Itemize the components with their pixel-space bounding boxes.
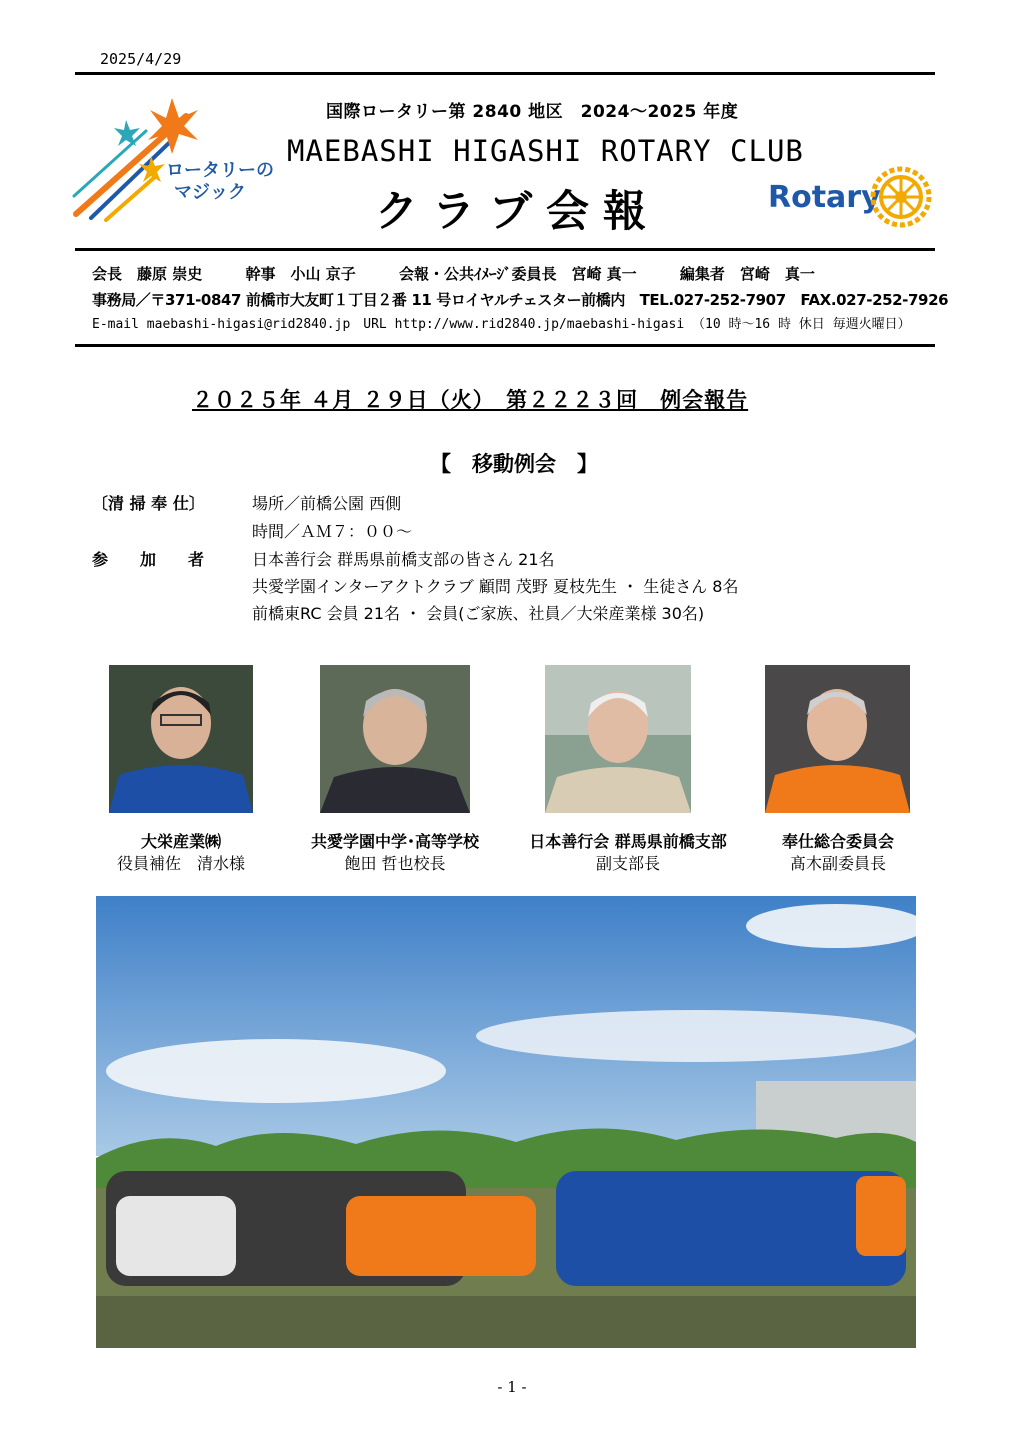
participant-line: 日本善行会 群馬県前橋支部の皆さん 21名 bbox=[252, 550, 555, 569]
service-label: 〔清 掃 奉 仕〕 bbox=[92, 494, 205, 513]
officers-line bbox=[92, 263, 853, 284]
editor: 編集者 宮崎 真一 bbox=[679, 265, 815, 283]
bulletin-title: クラブ会報 bbox=[375, 187, 660, 237]
caption-name: 飽田 哲也校長 bbox=[344, 854, 446, 873]
participant-line: 前橋東RC 会員 21名 ・ 会員(ご家族、社員／大栄産業様 30名) bbox=[252, 604, 705, 623]
magic-star-logo bbox=[66, 96, 286, 226]
header-top-rule bbox=[75, 72, 935, 75]
page-number: - 1 - bbox=[497, 1378, 527, 1396]
participant-line: 共愛学園インターアクトクラブ 顧問 茂野 夏枝先生 ・ 生徒さん 8名 bbox=[252, 577, 739, 596]
meeting-title: ２０２５年 ４月 ２９日（火） 第２２２３回 例会報告 bbox=[192, 388, 749, 412]
portrait-caption bbox=[285, 831, 505, 875]
rotary-logo-text: Rotary bbox=[768, 180, 881, 215]
club-name: MAEBASHI HIGASHI ROTARY CLUB bbox=[287, 134, 804, 168]
header-bottom-rule bbox=[75, 344, 935, 347]
participants-label: 参 加 者 bbox=[92, 550, 205, 569]
caption-name: 役員補佐 清水様 bbox=[116, 854, 245, 873]
rotary-logo bbox=[768, 165, 938, 231]
time: 時間／ＡＭ７：００～ bbox=[252, 522, 413, 541]
office-address: 事務局／〒371-0847 前橋市大友町１丁目２番 11 号ロイヤルチェスター前橋内 TEL.027-252-7907 FAX.027-252-7926 bbox=[92, 291, 949, 309]
caption-name: 髙木副委員長 bbox=[789, 854, 886, 873]
president: 会長 藤原 崇史 bbox=[92, 265, 203, 283]
district-year: 国際ロータリー第 2840 地区 2024～2025 年度 bbox=[326, 102, 739, 122]
portrait-caption bbox=[81, 831, 281, 875]
secretary: 幹事 小山 京子 bbox=[245, 265, 356, 283]
portrait-photo bbox=[320, 665, 470, 813]
issue-date: 2025/4/29 bbox=[100, 50, 182, 68]
portrait-caption bbox=[510, 831, 746, 875]
caption-name: 副支部長 bbox=[595, 854, 660, 873]
theme-logo-text-2: マジック bbox=[174, 182, 246, 203]
header-mid-rule bbox=[75, 248, 935, 251]
portrait-photo bbox=[109, 665, 253, 813]
group-photo bbox=[96, 896, 916, 1348]
portrait-photo bbox=[765, 665, 910, 813]
caption-org: 共愛学園中学･高等学校 bbox=[310, 832, 479, 851]
pr-chair: 会報・公共ｲﾒｰｼﾞ委員長 宮崎 真一 bbox=[398, 265, 637, 283]
event-title: 【 移動例会 】 bbox=[430, 452, 598, 476]
place: 場所／前橋公園 西側 bbox=[252, 494, 402, 513]
theme-logo-text-1: ロータリーの bbox=[166, 160, 274, 181]
caption-org: 奉仕総合委員会 bbox=[781, 832, 894, 851]
caption-org: 大栄産業㈱ bbox=[140, 832, 221, 851]
portrait-photo bbox=[545, 665, 691, 813]
rotary-wheel-icon bbox=[873, 169, 929, 225]
office-contact: E-mail maebashi-higasi@rid2840.jp URL http://www.rid2840.jp/maebashi-higasi （10 時～16 時 休日 毎週火曜日） bbox=[92, 317, 911, 332]
caption-org: 日本善行会 群馬県前橋支部 bbox=[529, 832, 727, 851]
portrait-caption bbox=[752, 831, 924, 875]
